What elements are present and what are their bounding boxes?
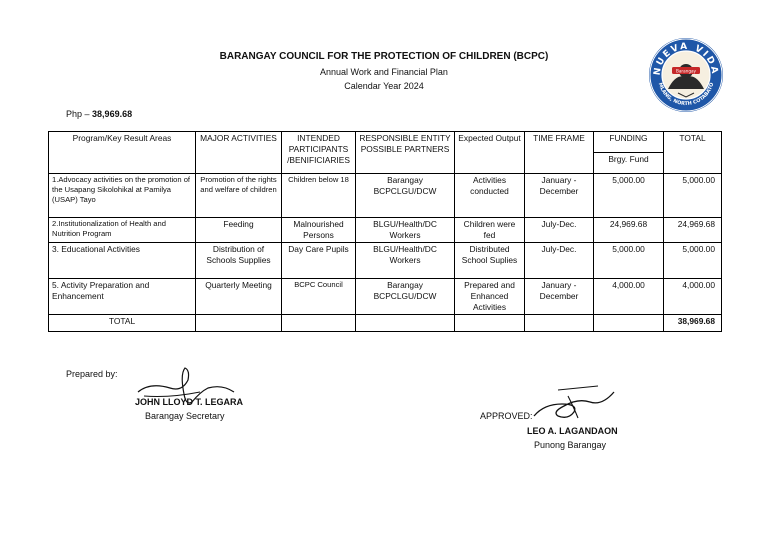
approved-label: APPROVED:	[480, 411, 533, 421]
cell-activities: Distribution of Schools Supplies	[196, 243, 282, 279]
cell-entity: Barangay BCPCLGU/DCW	[356, 279, 455, 315]
col-header-output: Expected Output	[455, 132, 525, 174]
cell-activities: Promotion of the rights and welfare of children	[196, 174, 282, 218]
svg-text:MLANG, NORTH COTABATO: MLANG, NORTH COTABATO	[656, 82, 716, 108]
table-row	[49, 279, 722, 315]
budget-amount	[66, 109, 132, 119]
document-title: BARANGAY COUNCIL FOR THE PROTECTION OF CHILDREN (BCPC)	[219, 51, 549, 62]
table-row	[49, 243, 722, 279]
punong-barangay-signature	[528, 382, 628, 426]
cell-participants: Children below 18	[282, 174, 356, 218]
cell-output: Distributed School Suplies	[455, 243, 525, 279]
cell-entity: Barangay BCPCLGU/DCW	[356, 174, 455, 218]
col-header-activities: MAJOR ACTIVITIES	[196, 132, 282, 174]
cell-participants: Day Care Pupils	[282, 243, 356, 279]
cell-output: Activities conducted	[455, 174, 525, 218]
svg-text:Barangay: Barangay	[675, 68, 697, 74]
cell-participants: Malnourished Persons	[282, 218, 356, 243]
table-row	[49, 174, 722, 218]
cell-program: 2.Institutionalization of Health and Nutrition Program	[49, 218, 196, 243]
cell-total: 4,000.00	[664, 279, 722, 315]
prepared-by-label: Prepared by:	[66, 369, 118, 379]
col-header-program: Program/Key Result Areas	[49, 132, 196, 174]
cell-program: 5. Activity Preparation and Enhancement	[49, 279, 196, 315]
cell-entity: BLGU/Health/DC Workers	[356, 218, 455, 243]
cell-funding: 4,000.00	[594, 279, 664, 315]
total-label: TOTAL	[49, 315, 196, 332]
cell-participants: BCPC Council	[282, 279, 356, 315]
work-financial-plan-table	[48, 131, 722, 332]
cell-total: 5,000.00	[664, 243, 722, 279]
cell-program: 1.Advocacy activities on the promotion of the Usapang Sikolohikal at Pamilya (USAP) Tayo	[49, 174, 196, 218]
table-total-row	[49, 315, 722, 332]
svg-text:NUEVA VIDA: NUEVA VIDA	[652, 41, 720, 77]
cell-timeframe: July-Dec.	[525, 243, 594, 279]
cell-activities: Quarterly Meeting	[196, 279, 282, 315]
cell-entity: BLGU/Health/DC Workers	[356, 243, 455, 279]
punong-barangay-name: LEO A. LAGANDAON	[527, 426, 618, 436]
document-subtitle: Annual Work and Financial Plan	[320, 67, 448, 77]
barangay-seal-logo	[648, 37, 724, 113]
cell-output: Prepared and Enhanced Activities	[455, 279, 525, 315]
cell-program: 3. Educational Activities	[49, 243, 196, 279]
cell-total: 5,000.00	[664, 174, 722, 218]
cell-timeframe: July-Dec.	[525, 218, 594, 243]
col-header-total: TOTAL	[664, 132, 722, 174]
amount-prefix: Php –	[66, 109, 90, 119]
cell-funding: 5,000.00	[594, 243, 664, 279]
table-header-row	[49, 132, 722, 153]
cell-timeframe: January - December	[525, 279, 594, 315]
grand-total: 38,969.68	[664, 315, 722, 332]
cell-output: Children were fed	[455, 218, 525, 243]
secretary-name: JOHN LLOYD T. LEGARA	[135, 397, 244, 407]
amount-value: 38,969.68	[92, 109, 133, 119]
cell-timeframe: January - December	[525, 174, 594, 218]
document-year: Calendar Year 2024	[344, 81, 424, 91]
col-header-funding: FUNDING	[594, 132, 664, 153]
cell-funding: 24,969.68	[594, 218, 664, 243]
cell-activities: Feeding	[196, 218, 282, 243]
secretary-role: Barangay Secretary	[145, 411, 225, 421]
col-subheader-brgy-fund: Brgy. Fund	[594, 153, 664, 174]
cell-total: 24,969.68	[664, 218, 722, 243]
punong-barangay-role: Punong Barangay	[534, 440, 607, 450]
table-row	[49, 218, 722, 243]
col-header-entity: RESPONSIBLE ENTITY POSSIBLE PARTNERS	[356, 132, 455, 174]
col-header-participants: INTENDED PARTICIPANTS /BENIFICIARIES	[282, 132, 356, 174]
col-header-timeframe: TIME FRAME	[525, 132, 594, 174]
cell-funding: 5,000.00	[594, 174, 664, 218]
